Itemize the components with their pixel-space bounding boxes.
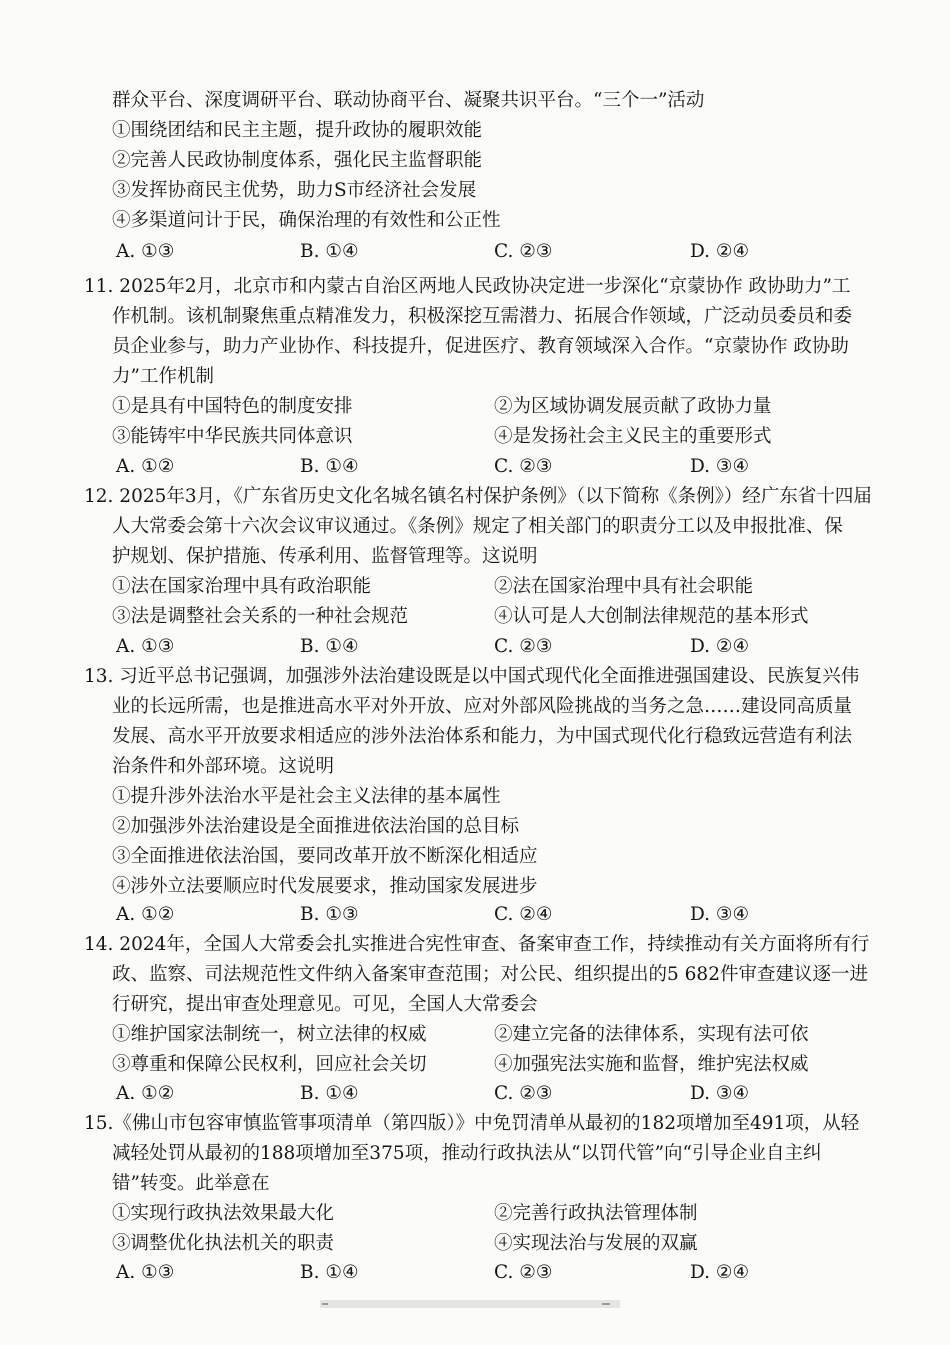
q10-item-1: ①围绕团结和民主主题，提升政协的履职效能 bbox=[112, 120, 483, 141]
q15-item-3: ③调整优化执法机关的职责 bbox=[112, 1233, 335, 1254]
q13-choice-a: A. ①② bbox=[116, 904, 175, 925]
q12-stem-line-1: 12. 2025年3月，《广东省历史文化名城名镇名村保护条例》（以下简称《条例》）经广东省十四届 bbox=[84, 486, 872, 507]
q12-stem-line-2: 人大常委会第十六次会议审议通过。《条例》规定了相关部门的职责分工以及申报批准、保 bbox=[112, 516, 843, 537]
q13-stem-line-2: 业的长远所需，也是推进高水平对外开放、应对外部风险挑战的当务之急……建设同高质量 bbox=[112, 696, 853, 717]
q11-stem-line-3: 员企业参与，助力产业协作、科技提升，促进医疗、教育领域深入合作。“京蒙协作 政协助 bbox=[112, 336, 849, 357]
q15-choice-c: C. ②③ bbox=[494, 1262, 553, 1283]
q12-item-4: ④认可是人大创制法律规范的基本形式 bbox=[494, 606, 809, 627]
q14-item-4: ④加强宪法实施和监督，维护宪法权威 bbox=[494, 1054, 809, 1075]
q15-choice-a: A. ①③ bbox=[116, 1262, 175, 1283]
q14-item-1: ①维护国家法制统一，树立法律的权威 bbox=[112, 1024, 427, 1045]
q11-choice-c: C. ②③ bbox=[494, 456, 553, 477]
q14-choice-c: C. ②③ bbox=[494, 1083, 553, 1104]
q13-item-3: ③全面推进依法治国，要同改革开放不断深化相适应 bbox=[112, 846, 538, 867]
q15-choice-d: D. ②④ bbox=[690, 1262, 750, 1283]
q11-stem-line-4: 力”工作机制 bbox=[112, 366, 214, 387]
q14-choice-a: A. ①② bbox=[116, 1083, 175, 1104]
q15-stem-line-2: 减轻处罚从最初的188项增加至375项，推动行政执法从“以罚代管”向“引导企业自主纠 bbox=[112, 1143, 822, 1164]
q14-stem-line-3: 行研究，提出审查处理意见。可见，全国人大常委会 bbox=[112, 994, 538, 1015]
q11-item-1: ①是具有中国特色的制度安排 bbox=[112, 396, 353, 417]
q13-choice-b: B. ①③ bbox=[300, 904, 359, 925]
page-footer-cropped bbox=[320, 1294, 620, 1308]
q12-item-1: ①法在国家治理中具有政治职能 bbox=[112, 576, 372, 597]
q11-choice-d: D. ③④ bbox=[690, 456, 750, 477]
q12-choice-a: A. ①③ bbox=[116, 636, 175, 657]
q10-choice-b: B. ①④ bbox=[300, 241, 359, 262]
q14-item-2: ②建立完备的法律体系，实现有法可依 bbox=[494, 1024, 809, 1045]
q13-stem-line-1: 13. 习近平总书记强调，加强涉外法治建设既是以中国式现代化全面推进强国建设、民族复兴伟 bbox=[84, 666, 860, 687]
footer-mark bbox=[320, 1294, 620, 1308]
q14-choice-d: D. ③④ bbox=[690, 1083, 750, 1104]
q15-choice-b: B. ①④ bbox=[300, 1262, 359, 1283]
q10-stem-end: 群众平台、深度调研平台、联动协商平台、凝聚共识平台。“三个一”活动 bbox=[112, 90, 705, 111]
q14-stem-line-1: 14. 2024年，全国人大常委会扎实推进合宪性审查、备案审查工作，持续推动有关方面将所有行 bbox=[84, 934, 870, 955]
q10-item-2: ②完善人民政协制度体系，强化民主监督职能 bbox=[112, 150, 483, 171]
q14-choice-b: B. ①④ bbox=[300, 1083, 359, 1104]
q11-item-3: ③能铸牢中华民族共同体意识 bbox=[112, 426, 353, 447]
q13-choice-d: D. ③④ bbox=[690, 904, 750, 925]
q13-choice-c: C. ②④ bbox=[494, 904, 553, 925]
q10-choice-c: C. ②③ bbox=[494, 241, 553, 262]
q12-choice-b: B. ①④ bbox=[300, 636, 359, 657]
q12-choice-c: C. ②③ bbox=[494, 636, 553, 657]
q14-stem-line-2: 政、监察、司法规范性文件纳入备案审查范围；对公民、组织提出的5 682件审查建议逐一进 bbox=[112, 964, 868, 985]
q13-item-4: ④涉外立法要顺应时代发展要求，推动国家发展进步 bbox=[112, 876, 538, 897]
q13-stem-line-3: 发展、高水平开放要求相适应的涉外法治体系和能力，为中国式现代化行稳致远营造有利法 bbox=[112, 726, 853, 747]
q10-item-3: ③发挥协商民主优势，助力S市经济社会发展 bbox=[112, 180, 477, 201]
q15-item-1: ①实现行政执法效果最大化 bbox=[112, 1203, 335, 1224]
q11-stem-line-2: 作机制。该机制聚焦重点精准发力，积极深挖互需潜力、拓展合作领域，广泛动员委员和委 bbox=[112, 306, 853, 327]
q11-stem-line-1: 11. 2025年2月，北京市和内蒙古自治区两地人民政协决定进一步深化“京蒙协作 政协助力”工 bbox=[84, 276, 851, 297]
q12-item-2: ②法在国家治理中具有社会职能 bbox=[494, 576, 754, 597]
q15-item-2: ②完善行政执法管理体制 bbox=[494, 1203, 698, 1224]
q14-item-3: ③尊重和保障公民权利，回应社会关切 bbox=[112, 1054, 427, 1075]
q11-choice-b: B. ①④ bbox=[300, 456, 359, 477]
q11-choice-a: A. ①② bbox=[116, 456, 175, 477]
q12-choice-d: D. ②④ bbox=[690, 636, 750, 657]
q11-item-2: ②为区域协调发展贡献了政协力量 bbox=[494, 396, 772, 417]
q10-item-4: ④多渠道问计于民，确保治理的有效性和公正性 bbox=[112, 210, 501, 231]
q13-item-2: ②加强涉外法治建设是全面推进依法治国的总目标 bbox=[112, 816, 520, 837]
q15-stem-line-1: 15.《佛山市包容审慎监管事项清单（第四版）》中免罚清单从最初的182项增加至491项，从轻 bbox=[84, 1113, 860, 1134]
q11-item-4: ④是发扬社会主义民主的重要形式 bbox=[494, 426, 772, 447]
q12-stem-line-3: 护规划、保护措施、传承利用、监督管理等。这说明 bbox=[112, 546, 538, 567]
q12-item-3: ③法是调整社会关系的一种社会规范 bbox=[112, 606, 409, 627]
q15-stem-line-3: 错”转变。此举意在 bbox=[112, 1173, 270, 1194]
q10-choice-d: D. ②④ bbox=[690, 241, 750, 262]
q10-choice-a: A. ①③ bbox=[116, 241, 175, 262]
q13-stem-line-4: 治条件和外部环境。这说明 bbox=[112, 756, 335, 777]
q15-item-4: ④实现法治与发展的双赢 bbox=[494, 1233, 698, 1254]
q13-item-1: ①提升涉外法治水平是社会主义法律的基本属性 bbox=[112, 786, 501, 807]
